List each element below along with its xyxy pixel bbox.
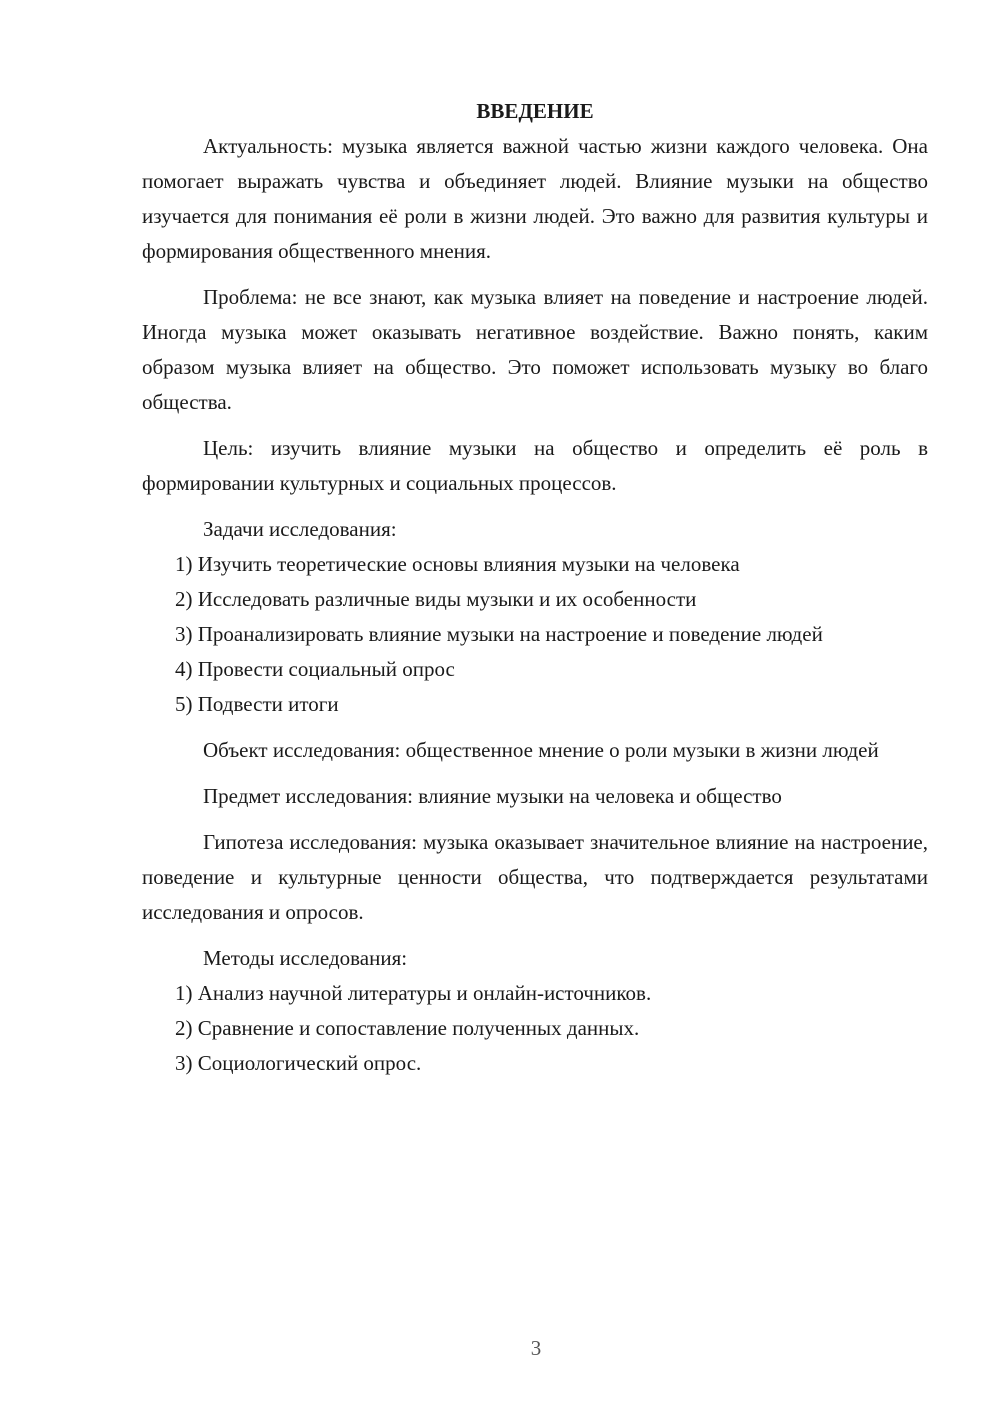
methods-heading: Методы исследования:: [203, 946, 408, 970]
paragraph-goal: Цель: изучить влияние музыки на общество и определить её роль в формировании культурных и социальных процессов.: [142, 436, 928, 495]
section-title: ВВЕДЕНИЕ: [476, 99, 594, 123]
task-item-1: 1) Изучить теоретические основы влияния музыки на человека: [175, 552, 740, 576]
method-item-2: 2) Сравнение и сопоставление полученных данных.: [175, 1016, 640, 1040]
task-item-4: 4) Провести социальный опрос: [175, 657, 455, 681]
paragraph-subject: Предмет исследования: влияние музыки на человека и общество: [203, 784, 782, 808]
task-item-3: 3) Проанализировать влияние музыки на настроение и поведение людей: [175, 622, 823, 646]
tasks-heading: Задачи исследования:: [203, 517, 397, 541]
method-item-3: 3) Социологический опрос.: [175, 1051, 422, 1075]
method-item-1: 1) Анализ научной литературы и онлайн-источников.: [175, 981, 652, 1005]
paragraph-relevance: Актуальность: музыка является важной частью жизни каждого человека. Она помогает выражать чувства и объединяет людей. Влияние музыки на общество изучается для понимания её роли в жизни людей. Это важно для развития культуры и формирования общественного мнения.: [142, 134, 928, 263]
paragraph-object: Объект исследования: общественное мнение о роли музыки в жизни людей: [203, 738, 879, 762]
task-item-5: 5) Подвести итоги: [175, 692, 339, 716]
paragraph-problem: Проблема: не все знают, как музыка влияет на поведение и настроение людей. Иногда музыка может оказывать негативное воздействие. Важно понять, каким образом музыка влияет на общество. Это поможет использовать музыку во благо общества.: [142, 285, 928, 414]
page-number: 3: [530, 1336, 542, 1360]
paragraph-hypothesis: Гипотеза исследования: музыка оказывает значительное влияние на настроение, поведение и культурные ценности общества, что подтверждается результатами исследования и опросов.: [142, 830, 928, 924]
task-item-2: 2) Исследовать различные виды музыки и их особенности: [175, 587, 697, 611]
document-body: [142, 94, 928, 1081]
